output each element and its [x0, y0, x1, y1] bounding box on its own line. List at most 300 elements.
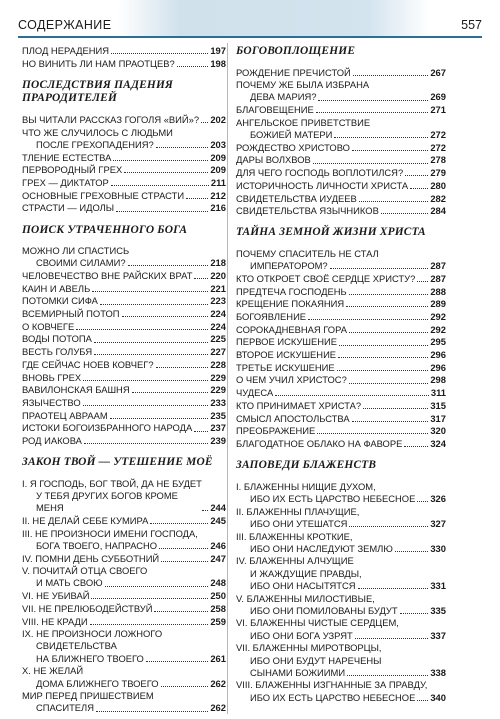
- toc-entry[interactable]: [22, 528, 226, 552]
- toc-entry[interactable]: [22, 321, 226, 333]
- toc-entry[interactable]: [22, 177, 226, 189]
- toc-entry-page: 282: [430, 192, 446, 204]
- toc-entry-title: ПРАОТЕЦ АВРААМ: [22, 409, 108, 421]
- toc-entry-page: 324: [430, 437, 446, 449]
- toc-entry-page: 327: [430, 517, 446, 529]
- toc-entry-last-line: [236, 605, 446, 617]
- toc-entry-page: 237: [210, 422, 226, 434]
- dot-leader: [318, 100, 428, 101]
- toc-entry-page: 296: [430, 349, 446, 361]
- dot-leader: [359, 201, 429, 202]
- toc-entry[interactable]: [236, 104, 446, 116]
- toc-entry-title: VIII. НЕ КРАДИ: [22, 615, 88, 627]
- toc-entry[interactable]: [22, 270, 226, 282]
- toc-entry-title: ВЕСТЬ ГОЛУБЯ: [22, 346, 93, 358]
- toc-entry[interactable]: [236, 413, 446, 425]
- toc-entry-title: СТРАСТИ — ИДОЛЫ: [22, 202, 115, 214]
- toc-entry-title: ОСНОВНЫЕ ГРЕХОВНЫЕ СТРАСТИ: [22, 189, 185, 201]
- toc-entry-page: 233: [210, 396, 226, 408]
- toc-entry[interactable]: [22, 308, 226, 320]
- toc-entry-page: 202: [210, 113, 226, 125]
- toc-entry-title: КРЕЩЕНИЕ ПОКАЯНИЯ: [236, 298, 345, 310]
- toc-entry-title-line: I. Я ГОСПОДЬ, БОГ ТВОЙ, ДА НЕ БУДЕТ: [22, 477, 202, 489]
- dot-leader: [337, 370, 429, 371]
- toc-entry-last-line: [236, 129, 446, 141]
- toc-entry-title: КАИН И АВЕЛЬ: [22, 282, 91, 294]
- dot-leader: [156, 367, 209, 368]
- toc-entry-page: 326: [430, 492, 446, 504]
- dot-leader: [122, 316, 209, 317]
- toc-entry-title: ТЛЕНИЕ ЕСТЕСТВА: [22, 151, 112, 163]
- toc-entry-title: СВИДЕТЕЛЬСТВА ИУДЕЕВ: [236, 192, 357, 204]
- dot-leader: [395, 551, 429, 552]
- toc-entry[interactable]: [22, 58, 226, 70]
- toc-entry-title-line: СВИДЕТЕЛЬСТВА: [36, 640, 117, 652]
- toc-entry-page: 209: [210, 164, 226, 176]
- toc-entry-last-line: [22, 577, 226, 589]
- toc-entry[interactable]: [236, 555, 446, 592]
- dot-leader: [124, 172, 208, 173]
- toc-entry[interactable]: [236, 79, 446, 103]
- toc-entry-page: 292: [430, 323, 446, 335]
- toc-entry-title-line: ДЕВА МАРИЯ?: [250, 91, 317, 103]
- toc-entry[interactable]: [236, 336, 446, 348]
- toc-entry-last-line: [236, 692, 446, 704]
- dot-leader: [349, 294, 429, 295]
- section-heading-line: ТАЙНА ЗЕМНОЙ ЖИЗНИ ХРИСТА: [236, 226, 426, 239]
- dot-leader: [111, 185, 209, 186]
- toc-entry[interactable]: [236, 531, 446, 555]
- dot-leader: [349, 526, 428, 527]
- toc-entry-title-line: II. БЛАЖЕННЫ ПЛАЧУЩИЕ,: [236, 505, 360, 517]
- toc-entry-title-line: VIII. БЛАЖЕННЫ ИЗГНАННЫЕ ЗА ПРАВДУ,: [236, 679, 428, 691]
- toc-entry-title: ПРЕДТЕЧА ГОСПОДЕНЬ: [236, 285, 347, 297]
- toc-entry[interactable]: [236, 154, 446, 166]
- toc-entry-page: 311: [430, 387, 446, 399]
- dot-leader: [113, 160, 208, 161]
- toc-entry-last-line: [236, 493, 446, 505]
- section-heading-line: ЗАПОВЕДИ БЛАЖЕНСТВ: [236, 459, 377, 472]
- toc-entry-title-line: СВОИМИ СИЛАМИ?: [36, 257, 126, 269]
- toc-entry-title: КТО ПРИНИМАЕТ ХРИСТА?: [236, 399, 362, 411]
- toc-entry[interactable]: [236, 311, 446, 323]
- toc-entry-title-line: IX. НЕ ПРОИЗНОСИ ЛОЖНОГО: [22, 628, 163, 640]
- dot-leader: [400, 613, 429, 614]
- dot-leader: [417, 501, 428, 502]
- toc-entry[interactable]: [22, 164, 226, 176]
- section-heading: [236, 459, 446, 473]
- toc-entry[interactable]: [22, 359, 226, 371]
- toc-entry[interactable]: [236, 362, 446, 374]
- toc-entry-title: РОД ИАКОВА: [22, 435, 82, 447]
- toc-entry-title-line: СЫНАМИ БОЖИИМИ: [250, 666, 346, 678]
- toc-entry-page: 272: [430, 141, 446, 153]
- toc-entry-page: 292: [430, 310, 446, 322]
- toc-entry-page: 330: [430, 542, 446, 554]
- dot-leader: [146, 661, 208, 662]
- dot-leader: [96, 711, 208, 712]
- toc-entry-page: 278: [430, 154, 446, 166]
- dot-leader: [202, 510, 208, 511]
- dot-leader: [128, 265, 209, 266]
- toc-entry-title: ВТОРОЕ ИСКУШЕНИЕ: [236, 349, 337, 361]
- toc-entry[interactable]: [236, 117, 446, 141]
- toc-entry-title: СОРОКАДНЕВНАЯ ГОРА: [236, 323, 347, 335]
- toc-entry[interactable]: [22, 202, 226, 214]
- section-heading-line: ЗАКОН ТВОЙ — УТЕШЕНИЕ МОЁ: [22, 456, 213, 469]
- toc-entry-page: 229: [210, 384, 226, 396]
- toc-entry-title: БЛАГОДАТНОЕ ОБЛАКО НА ФАВОРЕ: [236, 437, 403, 449]
- toc-entry[interactable]: [22, 690, 226, 714]
- dot-leader: [90, 624, 209, 625]
- section-heading-line: ПОИСК УТРАЧЕННОГО БОГА: [22, 223, 188, 236]
- toc-entry[interactable]: [236, 298, 446, 310]
- dot-leader: [94, 342, 208, 343]
- toc-entry[interactable]: [236, 438, 446, 450]
- toc-entry-page: 197: [210, 45, 226, 56]
- dot-leader: [100, 304, 208, 305]
- dot-leader: [417, 700, 428, 701]
- toc-entry-title: ГДЕ СЕЙЧАС НОЕВ КОВЧЕГ?: [22, 358, 154, 370]
- toc-entry-title: О ЧЕМ УЧИЛ ХРИСТОС?: [236, 374, 347, 386]
- section-heading: [22, 79, 226, 106]
- toc-entry-title-line: III. НЕ ПРОИЗНОСИ ИМЕНИ ГОСПОДА,: [22, 527, 198, 539]
- toc-entry-title-line: ИБО ОНИ БУДУТ НАРЕЧЕНЫ: [250, 654, 382, 666]
- toc-entry[interactable]: [236, 167, 446, 179]
- section-heading: [22, 456, 226, 470]
- toc-entry-page: 279: [430, 167, 446, 179]
- dot-leader: [410, 188, 428, 189]
- toc-entry[interactable]: [22, 410, 226, 422]
- toc-entry-last-line: [236, 260, 446, 272]
- toc-entry-title-line: ПОСЛЕ ГРЕХОПАДЕНИЯ?: [36, 138, 154, 150]
- dot-leader: [194, 431, 208, 432]
- toc-entry-page: 246: [210, 539, 226, 551]
- toc-entry[interactable]: [22, 114, 226, 126]
- toc-entry-title: ВЫ ЧИТАЛИ РАССКАЗ ГОГОЛЯ «ВИЙ»?: [22, 113, 200, 125]
- toc-entry-title-line: IV. БЛАЖЕННЫ АЛЧУЩИЕ: [236, 555, 354, 567]
- dot-leader: [154, 611, 208, 612]
- toc-entry-title-line: БОЖИЕЙ МАТЕРИ: [250, 129, 333, 141]
- toc-entry-page: 269: [430, 91, 446, 103]
- toc-entry-page: 218: [210, 257, 226, 269]
- toc-entry-page: 261: [210, 652, 226, 664]
- toc-entry-last-line: [22, 257, 226, 269]
- toc-entry[interactable]: [22, 384, 226, 396]
- toc-entry-page: 209: [210, 151, 226, 163]
- toc-entry-page: 296: [430, 361, 446, 373]
- toc-entry[interactable]: [22, 553, 226, 565]
- dot-leader: [355, 638, 429, 639]
- toc-entry[interactable]: [236, 593, 446, 617]
- header-rule: [18, 36, 482, 38]
- toc-entry[interactable]: [22, 333, 226, 345]
- toc-entry-last-line: [236, 543, 446, 555]
- toc-entry[interactable]: [22, 422, 226, 434]
- toc-entry-page: 271: [430, 104, 446, 116]
- toc-entry[interactable]: [22, 127, 226, 151]
- toc-column-left: [22, 45, 226, 715]
- toc-entry[interactable]: [236, 67, 446, 79]
- dot-leader: [349, 383, 429, 384]
- toc-entry[interactable]: [236, 180, 446, 192]
- dot-leader: [381, 213, 429, 214]
- toc-entry-last-line: [236, 580, 446, 592]
- dot-leader: [186, 198, 208, 199]
- dot-leader: [105, 586, 209, 587]
- toc-entry[interactable]: [22, 665, 226, 689]
- toc-entry[interactable]: [236, 248, 446, 272]
- toc-entry[interactable]: [22, 590, 226, 602]
- toc-entry-page: 239: [210, 435, 226, 447]
- toc-entry-page: 224: [210, 320, 226, 332]
- toc-entry-page: 248: [210, 577, 226, 589]
- toc-entry-last-line: [236, 630, 446, 642]
- dot-leader: [316, 112, 429, 113]
- dot-leader: [161, 686, 209, 687]
- toc-entry[interactable]: [236, 425, 446, 437]
- toc-entry-title: СВИДЕТЕЛЬСТВА ЯЗЫЧНИКОВ: [236, 205, 379, 217]
- toc-entry-title: ДЛЯ ЧЕГО ГОСПОДЬ ВОПЛОТИЛСЯ?: [236, 167, 404, 179]
- toc-entry[interactable]: [22, 603, 226, 615]
- toc-entry-title-line: ИБО ИХ ЕСТЬ ЦАРСТВО НЕБЕСНОЕ: [250, 691, 416, 703]
- toc-entry[interactable]: [236, 193, 446, 205]
- page-title: СОДЕРЖАНИЕ: [18, 18, 112, 32]
- toc-entry-last-line: [22, 678, 226, 690]
- section-heading-line: БОГОВОПЛОЩЕНИЕ: [236, 45, 356, 57]
- toc-entry-page: 220: [210, 269, 226, 281]
- toc-entry[interactable]: [236, 506, 446, 530]
- toc-entry-page: 295: [430, 336, 446, 348]
- toc-entry-title-line: ПОЧЕМУ ЖЕ БЫЛА ИЗБРАНА: [236, 79, 370, 91]
- toc-entry-title: ИСТОКИ БОГОИЗБРАННОГО НАРОДА: [22, 422, 193, 434]
- toc-entry-page: 272: [430, 129, 446, 141]
- toc-entry-page: 267: [430, 66, 446, 78]
- toc-entry-page: 221: [210, 282, 226, 294]
- toc-entry-page: 287: [430, 260, 446, 272]
- dot-leader: [349, 332, 428, 333]
- dot-leader: [156, 147, 209, 148]
- toc-entry-page: 280: [430, 179, 446, 191]
- toc-entry-title: ЧЕЛОВЕЧЕСТВО ВНЕ РАЙСКИХ ВРАТ: [22, 269, 193, 281]
- toc-entry[interactable]: [22, 372, 226, 384]
- toc-entry[interactable]: [236, 387, 446, 399]
- toc-entry-title: ПЕРВОЕ ИСКУШЕНИЕ: [236, 336, 337, 348]
- dot-leader: [84, 443, 208, 444]
- dot-leader: [308, 319, 428, 320]
- dot-leader: [94, 354, 208, 355]
- dot-leader: [177, 66, 209, 67]
- toc-entry-page: 203: [210, 138, 226, 150]
- toc-entry[interactable]: [236, 679, 446, 703]
- dot-leader: [132, 392, 209, 393]
- dot-leader: [83, 380, 208, 381]
- toc-entry-page: 198: [210, 57, 226, 69]
- toc-entry-title: ТРЕТЬЕ ИСКУШЕНИЕ: [236, 361, 335, 373]
- toc-entry-title-line: ИБО ОНИ УТЕШАТСЯ: [250, 517, 348, 529]
- toc-entry-page: 340: [430, 691, 446, 703]
- toc-entry-page: 212: [210, 189, 226, 201]
- toc-entry-page: 244: [210, 502, 226, 514]
- toc-entry-title-line: И МАТЬ СВОЮ: [36, 577, 103, 589]
- toc-entry[interactable]: [22, 190, 226, 202]
- dot-leader: [92, 291, 208, 292]
- toc-entry-page: 223: [210, 295, 226, 307]
- toc-entry-title-line: У ТЕБЯ ДРУГИХ БОГОВ КРОМЕ МЕНЯ: [36, 489, 178, 514]
- toc-entry-title-line: И ЖАЖДУЩИЕ ПРАВДЫ,: [250, 567, 362, 579]
- toc-entry[interactable]: [236, 400, 446, 412]
- toc-entry-last-line: [22, 653, 226, 665]
- toc-entry-title: ЯЗЫЧЕСТВО: [22, 396, 81, 408]
- toc-entry[interactable]: [236, 642, 446, 679]
- toc-entry[interactable]: [22, 628, 226, 665]
- toc-entry-title: ЧУДЕСА: [236, 387, 274, 399]
- toc-entry-page: 225: [210, 333, 226, 345]
- toc-entry-title-line: VI. БЛАЖЕННЫ ЧИСТЫЕ СЕРДЦЕМ,: [236, 617, 399, 629]
- toc-entry-title: ПОТОМКИ СИФА: [22, 295, 98, 307]
- dot-leader: [194, 278, 208, 279]
- dot-leader: [317, 433, 428, 434]
- toc-entry-title: ДАРЫ ВОЛХВОВ: [236, 154, 311, 166]
- toc-entry[interactable]: [22, 435, 226, 447]
- section-heading: [22, 224, 226, 238]
- dot-leader: [352, 421, 429, 422]
- toc-entry-page: 250: [210, 590, 226, 602]
- toc-entry-title: ПРЕОБРАЖЕНИЕ: [236, 425, 316, 437]
- toc-entry-title: КТО ОТКРОЕТ СВОЁ СЕРДЦЕ ХРИСТУ?: [236, 272, 416, 284]
- toc-entry[interactable]: [22, 397, 226, 409]
- toc-entry[interactable]: [22, 565, 226, 589]
- toc-entry-title: НО ВИНИТЬ ЛИ НАМ ПРАОТЦЕВ?: [22, 57, 175, 69]
- toc-entry-title: VI. НЕ УБИВАЙ: [22, 590, 90, 602]
- toc-entry-title: ВОДЫ ПОТОПА: [22, 333, 92, 345]
- toc-entry[interactable]: [236, 205, 446, 217]
- toc-entry-last-line: [22, 702, 226, 714]
- dot-leader: [363, 408, 428, 409]
- dot-leader: [110, 418, 209, 419]
- toc-entry-title-line: III. БЛАЖЕННЫ КРОТКИЕ,: [236, 530, 353, 542]
- toc-entry[interactable]: [236, 374, 446, 386]
- toc-entry[interactable]: [22, 45, 226, 57]
- toc-entry-page: 227: [210, 346, 226, 358]
- dot-leader: [346, 306, 428, 307]
- toc-entry-title-line: ПОЧЕМУ СПАСИТЕЛЬ НЕ СТАЛ: [236, 247, 379, 259]
- toc-entry-title-line: БОГА ТВОЕГО, НАПРАСНО: [36, 539, 158, 551]
- toc-entry-title: ПЕРВОРОДНЫЙ ГРЕХ: [22, 164, 123, 176]
- toc-entry-page: 228: [210, 358, 226, 370]
- toc-entry-page: 245: [210, 514, 226, 526]
- dot-leader: [201, 122, 208, 123]
- toc-entry-page: 211: [210, 176, 226, 188]
- toc-entry-title-line: МИР ПЕРЕД ПРИШЕСТВИЕМ: [22, 690, 154, 702]
- toc-entry[interactable]: [236, 142, 446, 154]
- column-divider: [227, 43, 228, 714]
- toc-entry-page: 247: [210, 552, 226, 564]
- page-number: 557: [461, 18, 482, 32]
- toc-entry-title: БЛАГОВЕЩЕНИЕ: [236, 104, 314, 116]
- toc-entry[interactable]: [236, 273, 446, 285]
- toc-entry-last-line: [22, 540, 226, 552]
- toc-entry-page: 331: [430, 579, 446, 591]
- dot-leader: [334, 137, 428, 138]
- toc-entry[interactable]: [22, 478, 226, 515]
- dot-leader: [83, 405, 209, 406]
- dot-leader: [275, 395, 429, 396]
- toc-entry-last-line: [236, 91, 446, 103]
- toc-entry[interactable]: [22, 515, 226, 527]
- dot-leader: [76, 329, 208, 330]
- toc-entry-title-line: ИБО ОНИ НАСЫТЯТСЯ: [250, 579, 356, 591]
- toc-entry-title-line: ИБО ОНИ БОГА УЗРЯТ: [250, 629, 353, 641]
- toc-entry-page: 317: [430, 412, 446, 424]
- toc-entry-title: ВСЕМИРНЫЙ ПОТОП: [22, 308, 120, 320]
- toc-entry[interactable]: [22, 346, 226, 358]
- toc-entry[interactable]: [22, 616, 226, 628]
- toc-entry-page: 259: [210, 615, 226, 627]
- toc-entry[interactable]: [236, 286, 446, 298]
- toc-entry-title: О КОВЧЕГЕ: [22, 320, 75, 332]
- toc-entry-title-line: X. НЕ ЖЕЛАЙ: [22, 665, 84, 677]
- toc-column-right: [236, 45, 446, 704]
- toc-entry-title: БОГОЯВЛЕНИЕ: [236, 310, 307, 322]
- toc-entry-page: 320: [430, 425, 446, 437]
- dot-leader: [150, 523, 208, 524]
- toc-entry-title: ПЛОД НЕРАДЕНИЯ: [22, 45, 110, 56]
- toc-entry-title-line: ЧТО ЖЕ СЛУЧИЛОСЬ С ЛЮДЬМИ: [22, 126, 173, 138]
- dot-leader: [358, 588, 429, 589]
- toc-entry-page: 337: [430, 629, 446, 641]
- toc-entry-last-line: [236, 518, 446, 530]
- page-header: [18, 2, 482, 30]
- toc-entry-page: 335: [430, 604, 446, 616]
- dot-leader: [91, 598, 208, 599]
- dot-leader: [313, 163, 429, 164]
- toc-entry[interactable]: [22, 295, 226, 307]
- toc-entry-page: 284: [430, 205, 446, 217]
- toc-entry-title-line: ИБО ОНИ ПОМИЛОВАНЫ БУДУТ: [250, 604, 398, 616]
- toc-entry-title: ГРЕХ — ДИКТАТОР: [22, 176, 109, 188]
- toc-entry[interactable]: [22, 152, 226, 164]
- toc-entry-page: 289: [430, 298, 446, 310]
- dot-leader: [352, 150, 428, 151]
- toc-entry[interactable]: [22, 283, 226, 295]
- toc-entry-title: ИСТОРИЧНОСТЬ ЛИЧНОСТИ ХРИСТА: [236, 179, 409, 191]
- dot-leader: [338, 357, 428, 358]
- section-heading: [236, 226, 446, 240]
- dot-leader: [116, 211, 208, 212]
- toc-entry-title: РОЖДЕСТВО ХРИСТОВО: [236, 141, 350, 153]
- toc-entry[interactable]: [236, 324, 446, 336]
- toc-entry[interactable]: [236, 349, 446, 361]
- toc-entry-page: 315: [430, 399, 446, 411]
- toc-entry-title: СМЫСЛ АПОСТОЛЬСТВА: [236, 412, 350, 424]
- toc-entry[interactable]: [22, 245, 226, 269]
- toc-entry-title-line: МОЖНО ЛИ СПАСТИСЬ: [22, 245, 130, 257]
- toc-entry-page: 262: [210, 702, 226, 714]
- toc-entry-last-line: [22, 490, 226, 514]
- toc-entry-title: II. НЕ ДЕЛАЙ СЕБЕ КУМИРА: [22, 514, 149, 526]
- dot-leader: [405, 175, 428, 176]
- toc-entry-page: 338: [430, 666, 446, 678]
- toc-entry-title-line: ДОМА БЛИЖНЕГО ТВОЕГО: [36, 677, 159, 689]
- toc-entry[interactable]: [236, 481, 446, 505]
- toc-entry-title-line: АНГЕЛЬСКОЕ ПРИВЕТСТВИЕ: [236, 116, 371, 128]
- dot-leader: [339, 345, 428, 346]
- toc-entry[interactable]: [236, 617, 446, 641]
- dot-leader: [159, 548, 208, 549]
- dot-leader: [161, 561, 208, 562]
- toc-entry-title: РОЖДЕНИЕ ПРЕЧИСТОЙ: [236, 66, 351, 78]
